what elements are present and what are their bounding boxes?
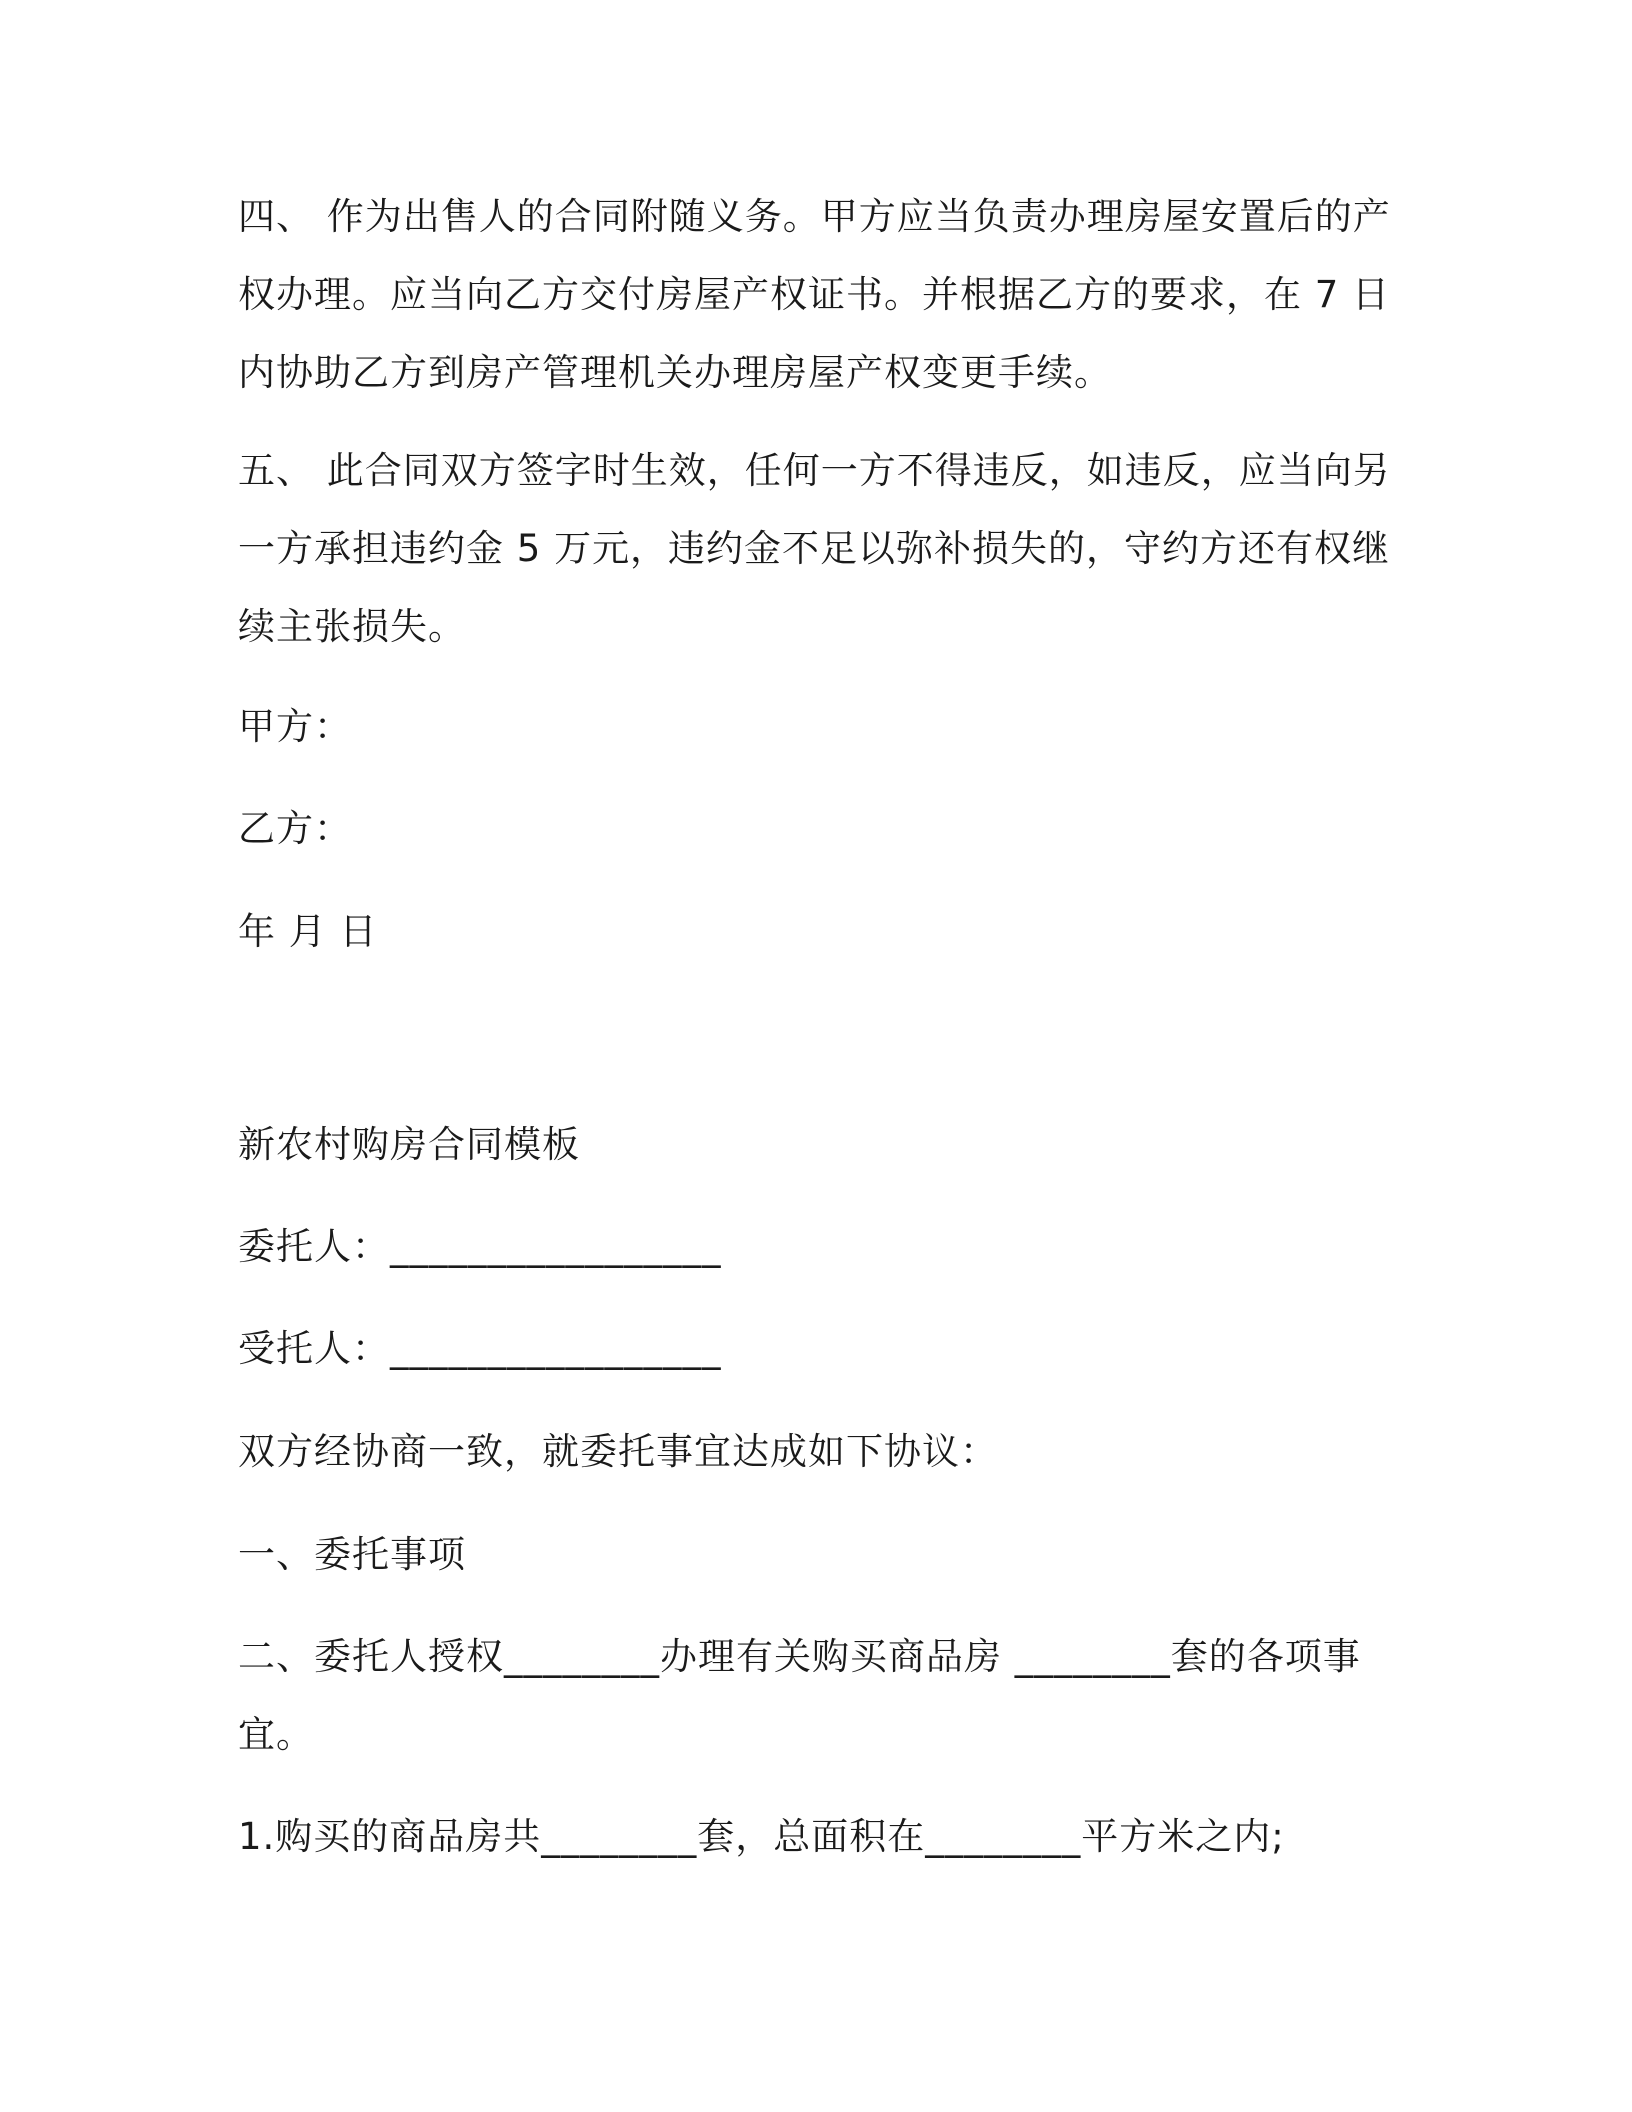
clause-5-line-3: 续主张损失。 [238, 605, 466, 648]
agreement-intro [238, 1413, 1388, 1491]
clause-4-line-3: 内协助乙方到房产管理机关办理房屋产权变更手续。 [238, 351, 1112, 394]
principal-text: 委托人：_________________ [238, 1225, 722, 1268]
clause-4-paragraph [238, 178, 1391, 412]
clause-5-paragraph [238, 432, 1391, 666]
agent-line [238, 1310, 1388, 1388]
clause-5-line-1: 五、 此合同双方签字时生效，任何一方不得违反，如违反，应当向另 [238, 449, 1391, 492]
party-b-signature-line [238, 790, 1388, 868]
clause-4-line-1: 四、 作为出售人的合同附随义务。甲方应当负责办理房屋安置后的产 [238, 195, 1391, 238]
template-title [238, 1106, 1388, 1184]
template-title-text: 新农村购房合同模板 [238, 1123, 580, 1166]
clause-5-line-2: 一方承担违约金 5 万元，违约金不足以弥补损失的，守约方还有权继 [238, 527, 1391, 570]
section-2-line-1: 二、委托人授权________办理有关购买商品房 ________套的各项事 [238, 1635, 1361, 1678]
section-2-paragraph [238, 1618, 1388, 1774]
item-1-line [238, 1798, 1388, 1876]
party-a-label: 甲方： [238, 705, 352, 748]
party-b-label: 乙方： [238, 807, 352, 850]
party-a-signature-line [238, 688, 1388, 766]
principal-line [238, 1208, 1388, 1286]
section-1-text: 一、委托事项 [238, 1533, 466, 1576]
clause-4-line-2: 权办理。应当向乙方交付房屋产权证书。并根据乙方的要求，在 7 日 [238, 273, 1391, 316]
agreement-intro-text: 双方经协商一致，就委托事宜达成如下协议： [238, 1430, 998, 1473]
date-label: 年 月 日 [238, 910, 378, 953]
date-line [238, 893, 1388, 971]
item-1-text: 1.购买的商品房共________套，总面积在________平方米之内; [238, 1815, 1285, 1858]
section-1-heading [238, 1516, 1388, 1594]
agent-text: 受托人：_________________ [238, 1327, 722, 1370]
section-2-line-2: 宜。 [238, 1713, 314, 1756]
